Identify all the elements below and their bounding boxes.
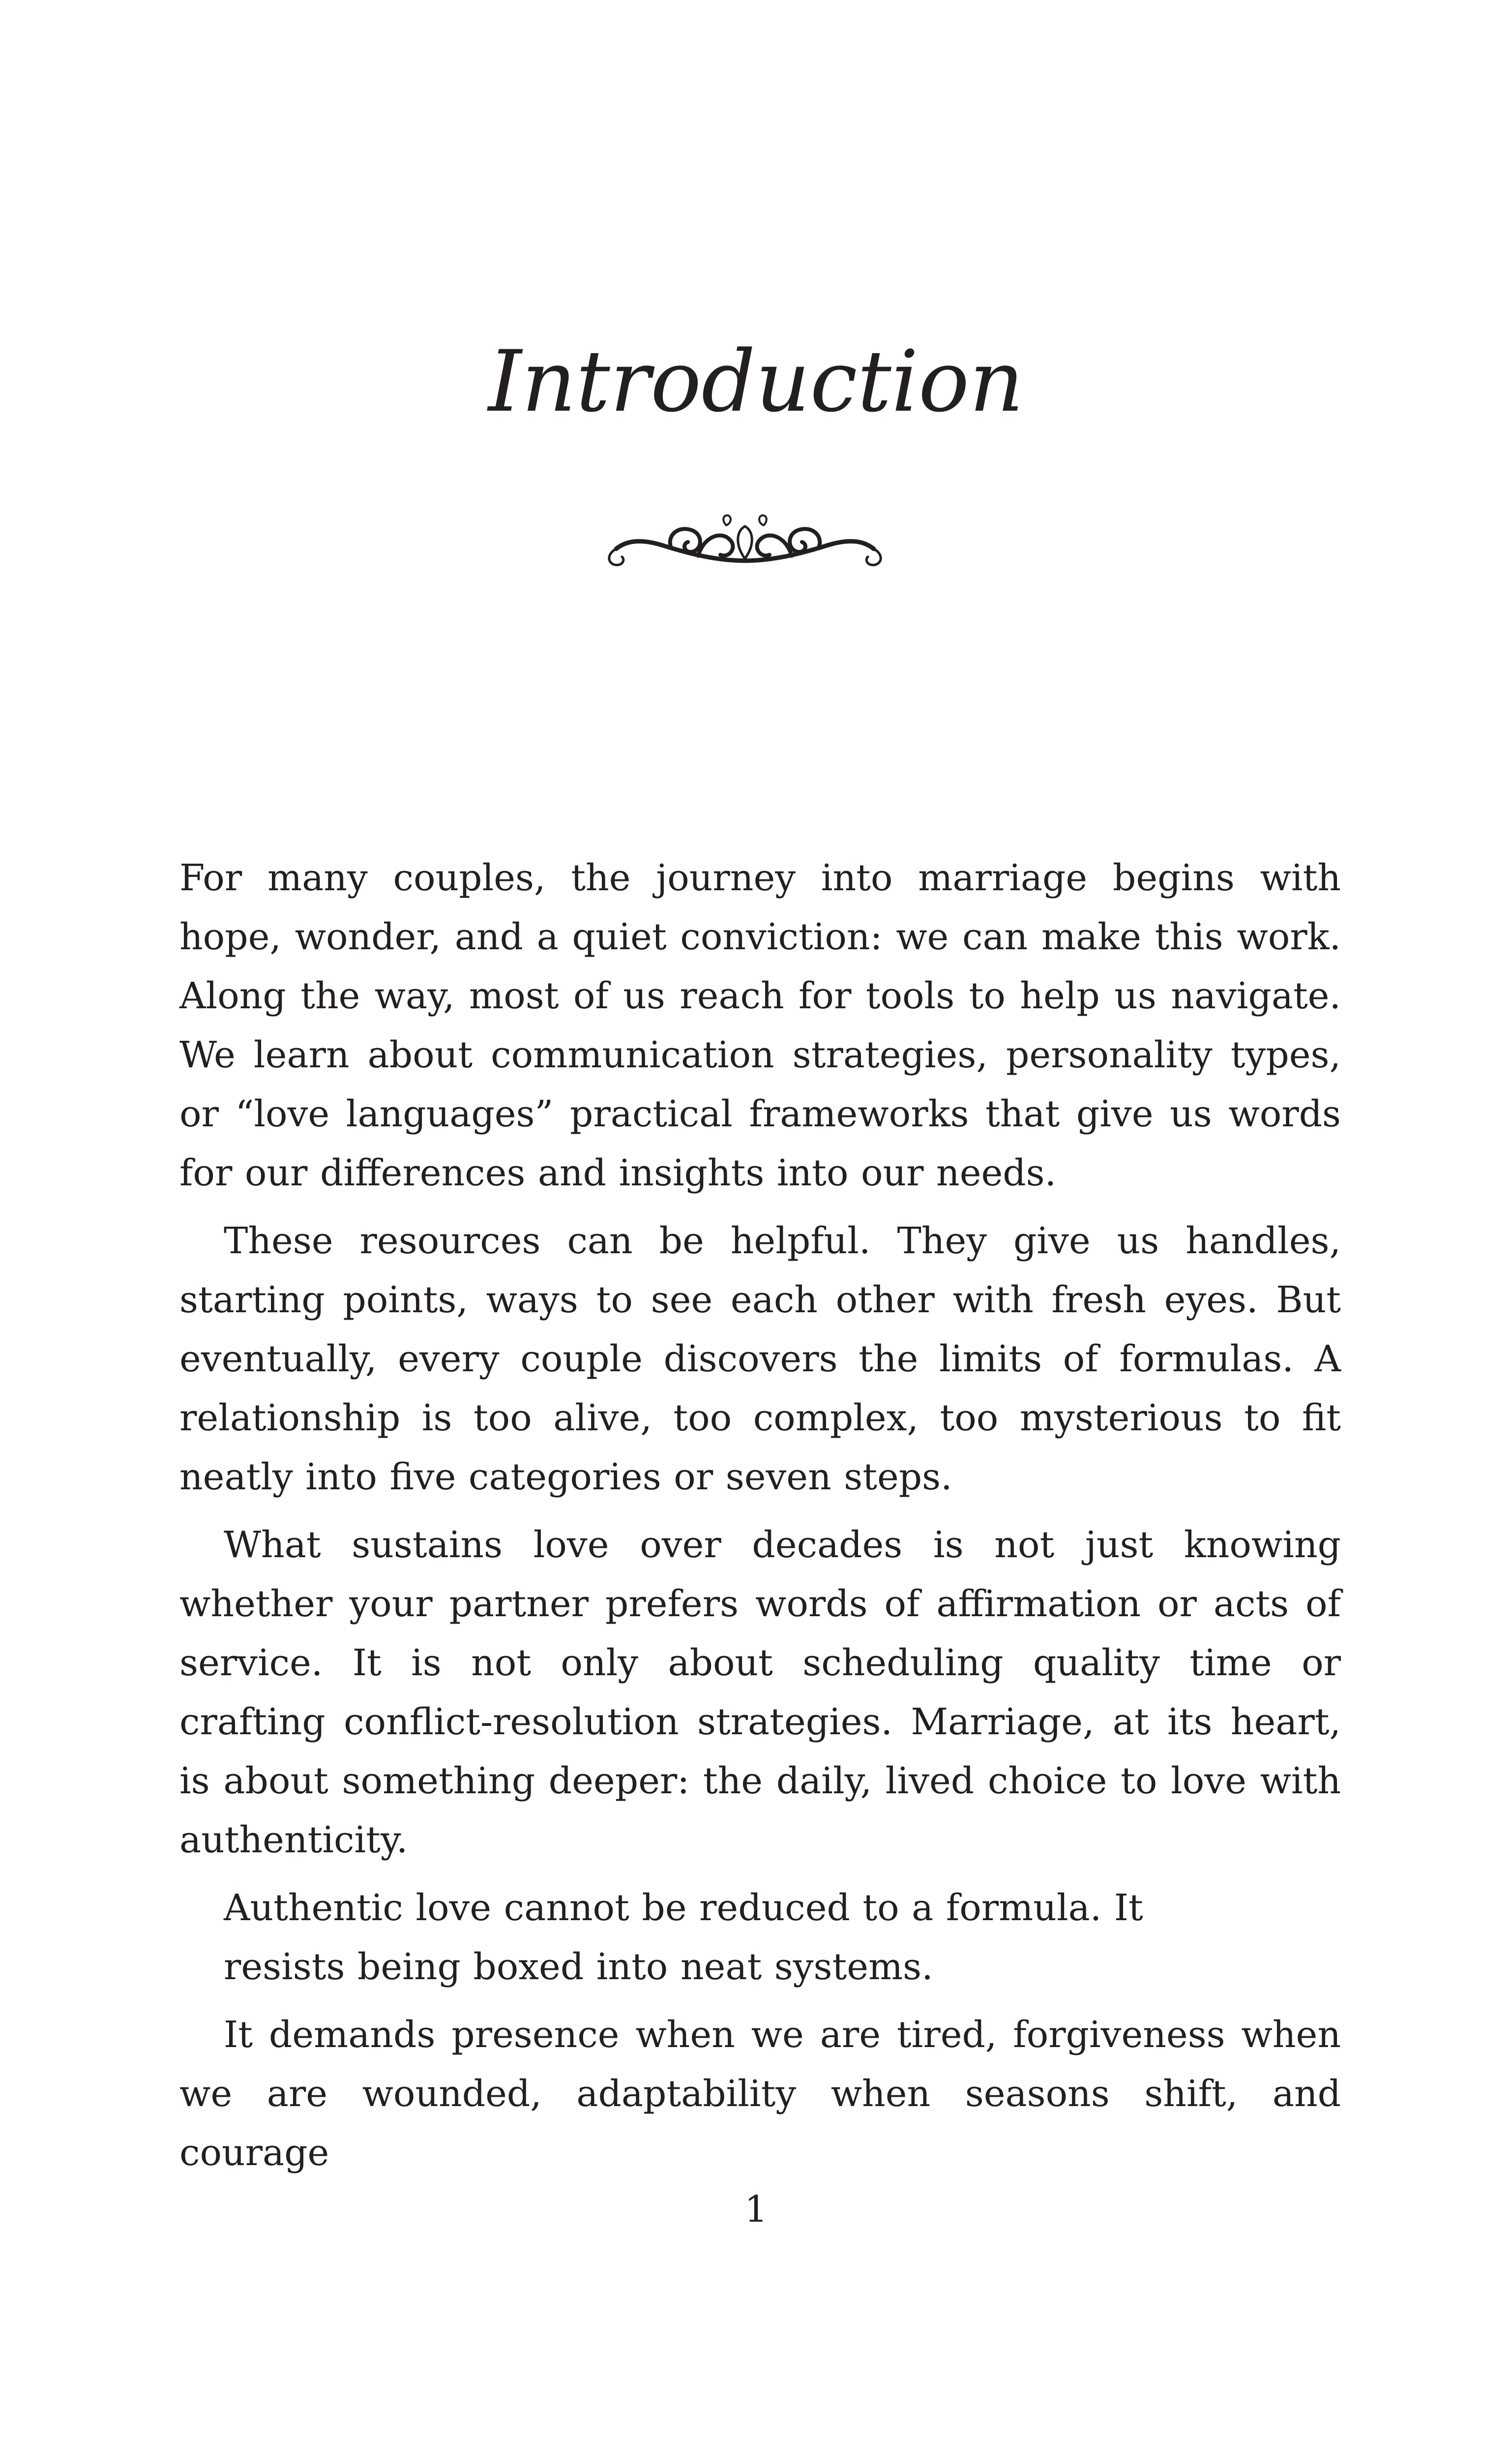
paragraph: For many couples, the journey into marriage begins with hope, wonder, and a quiet conviction: we can make this work. Along the way, most of us reach for tools to help us navigate. We learn about communication strategies, personality types, or “love languages” practical frameworks that give us words for our differences and insights into our needs. <box>179 857 1341 1194</box>
paragraph <box>179 1878 1341 1996</box>
page-number: 1 <box>744 2188 768 2231</box>
paragraph: These resources can be helpful. They give us handles, starting points, ways to see each other with fresh eyes. But eventually, every couple discovers the limits of formulas. A relationship is too alive, too complex, too mysterious to fit neatly into five categories or seven steps. <box>179 1220 1341 1498</box>
flourish-divider-icon <box>597 511 892 584</box>
paragraph-line: Authentic love cannot be reduced to a formula. It <box>224 1887 1143 1929</box>
chapter-title: Introduction <box>488 332 1024 431</box>
paragraph-line: resists being boxed into neat systems. <box>224 1946 933 1988</box>
paragraph: What sustains love over decades is not just knowing whether your partner prefers words of affirmation or acts of service. It is not only about scheduling quality time or crafting conflict-resolution strategies. Marriage, at its heart, is about something deeper: the daily, lived choice to love with authenticity. <box>179 1524 1341 1861</box>
paragraph: It demands presence when we are tired, forgiveness when we are wounded, adaptability when seasons shift, and courage <box>179 2014 1341 2174</box>
chapter-body <box>179 848 1341 2191</box>
